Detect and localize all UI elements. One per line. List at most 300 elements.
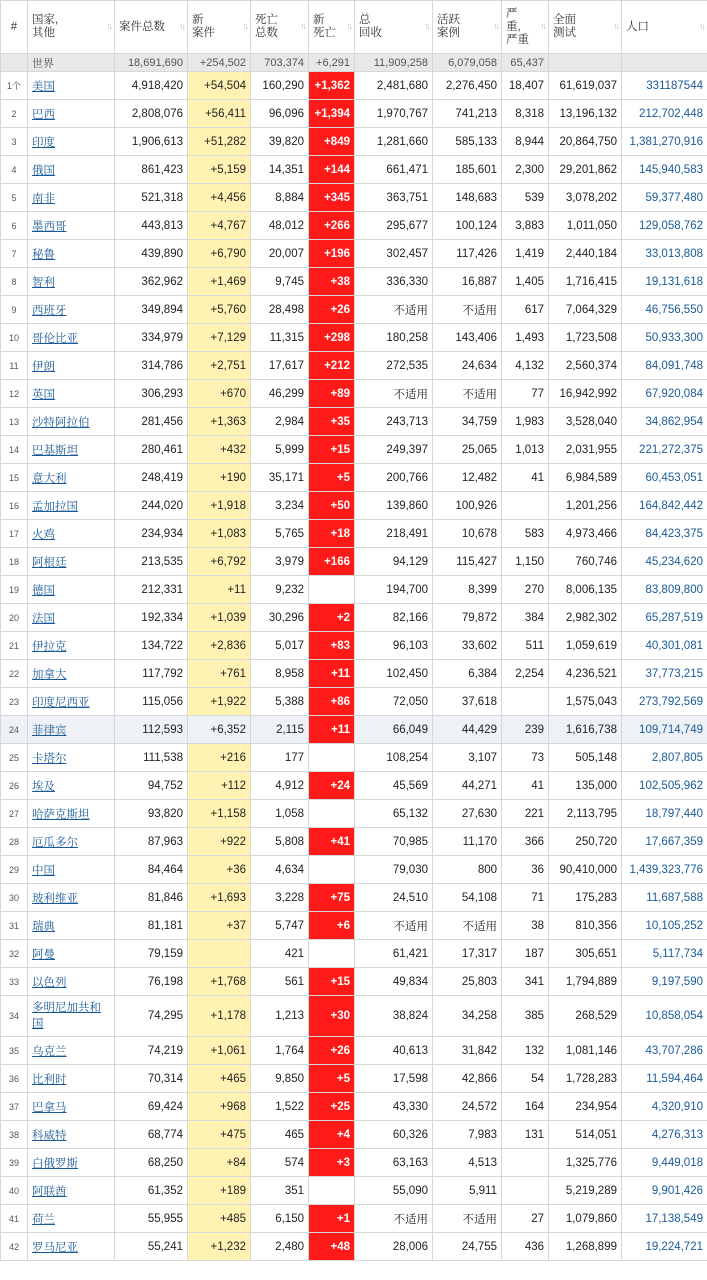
active-cases-cell: 24,634 <box>433 352 502 380</box>
country-link[interactable]: 孟加拉国 <box>32 500 78 513</box>
total-deaths-cell: 20,007 <box>251 240 309 268</box>
new-deaths-cell: +75 <box>309 884 355 912</box>
population-cell: 83,809,800 <box>622 576 707 604</box>
country-link[interactable]: 巴拿马 <box>32 1101 67 1114</box>
total-deaths-cell: 3,979 <box>251 548 309 576</box>
recovered-cell: 94,129 <box>355 548 433 576</box>
country-link[interactable]: 巴西 <box>32 108 55 121</box>
total-cases-cell: 521,318 <box>115 184 188 212</box>
active-cases-cell: 12,482 <box>433 464 502 492</box>
row-index: 42 <box>1 1233 28 1261</box>
total-tests-cell: 234,954 <box>549 1093 622 1121</box>
population-cell: 84,091,748 <box>622 352 707 380</box>
new-cases-cell: +1,158 <box>188 800 251 828</box>
total-cases-cell: 70,314 <box>115 1065 188 1093</box>
total-cases-cell: 280,461 <box>115 436 188 464</box>
header-label: 死亡 总数 <box>255 14 278 39</box>
row-index: 31 <box>1 912 28 940</box>
total-tests-cell: 1,011,050 <box>549 212 622 240</box>
header-col-new-cases[interactable] <box>188 1 251 54</box>
active-cases-cell: 24,572 <box>433 1093 502 1121</box>
country-cell <box>28 1065 115 1093</box>
total-cases-cell: 94,752 <box>115 772 188 800</box>
population-cell: 164,842,442 <box>622 492 707 520</box>
country-link[interactable]: 荷兰 <box>32 1213 55 1226</box>
table-row <box>1 324 707 352</box>
row-index: 14 <box>1 436 28 464</box>
serious-critical-cell: 341 <box>502 968 549 996</box>
country-link[interactable]: 乌克兰 <box>32 1045 67 1058</box>
serious-critical-cell: 18,407 <box>502 72 549 100</box>
table-row <box>1 800 707 828</box>
country-cell <box>28 436 115 464</box>
row-index: 33 <box>1 968 28 996</box>
recovered-cell: 302,457 <box>355 240 433 268</box>
header-col-active-cases[interactable] <box>433 1 502 54</box>
country-link[interactable]: 阿联酋 <box>32 1185 67 1198</box>
population-cell: 45,234,620 <box>622 548 707 576</box>
sort-arrows-icon[interactable]: ↑↓ <box>106 21 111 31</box>
total-deaths-cell: 8,958 <box>251 660 309 688</box>
new-cases-cell: +432 <box>188 436 251 464</box>
population-cell: 46,756,550 <box>622 296 707 324</box>
country-cell <box>28 184 115 212</box>
total-deaths-cell: 1,058 <box>251 800 309 828</box>
sort-arrows-icon[interactable]: ↑↓ <box>179 21 184 31</box>
new-cases-cell: +189 <box>188 1177 251 1205</box>
new-cases-cell: +465 <box>188 1065 251 1093</box>
country-link[interactable]: 哥伦比亚 <box>32 332 78 345</box>
world-active: 6,079,058 <box>433 54 502 72</box>
new-deaths-cell <box>309 856 355 884</box>
sort-arrows-icon[interactable]: ↑↓ <box>242 21 247 31</box>
serious-critical-cell: 77 <box>502 380 549 408</box>
active-cases-cell: 79,872 <box>433 604 502 632</box>
recovered-cell: 295,677 <box>355 212 433 240</box>
new-deaths-cell: +3 <box>309 1149 355 1177</box>
total-tests-cell: 2,440,184 <box>549 240 622 268</box>
population-cell: 40,301,081 <box>622 632 707 660</box>
country-cell <box>28 1233 115 1261</box>
total-tests-cell: 1,079,860 <box>549 1205 622 1233</box>
country-link[interactable]: 伊拉克 <box>32 640 67 653</box>
new-deaths-cell: +15 <box>309 968 355 996</box>
total-cases-cell: 248,419 <box>115 464 188 492</box>
world-tests <box>549 54 622 72</box>
total-deaths-cell: 4,912 <box>251 772 309 800</box>
serious-critical-cell: 511 <box>502 632 549 660</box>
table-row <box>1 100 707 128</box>
country-link[interactable]: 阿曼 <box>32 948 55 961</box>
table-row <box>1 660 707 688</box>
active-cases-cell: 11,170 <box>433 828 502 856</box>
new-deaths-cell: +196 <box>309 240 355 268</box>
new-deaths-cell: +1 <box>309 1205 355 1233</box>
serious-critical-cell: 164 <box>502 1093 549 1121</box>
population-cell: 1,381,270,916 <box>622 128 707 156</box>
recovered-cell: 不适用 <box>355 380 433 408</box>
world-new-cases: +254,502 <box>188 54 251 72</box>
total-cases-cell: 192,334 <box>115 604 188 632</box>
sort-arrows-icon[interactable]: ↑↓ <box>540 21 545 31</box>
header-label: 人口 <box>626 20 649 33</box>
country-cell <box>28 352 115 380</box>
total-deaths-cell: 3,234 <box>251 492 309 520</box>
recovered-cell: 218,491 <box>355 520 433 548</box>
row-index: 35 <box>1 1037 28 1065</box>
active-cases-cell: 800 <box>433 856 502 884</box>
new-cases-cell: +190 <box>188 464 251 492</box>
header-col-new-deaths[interactable] <box>309 1 355 54</box>
recovered-cell: 363,751 <box>355 184 433 212</box>
serious-critical-cell: 1,419 <box>502 240 549 268</box>
sort-arrows-icon[interactable]: ↑↓ <box>300 21 305 31</box>
new-deaths-cell: +83 <box>309 632 355 660</box>
new-cases-cell: +1,178 <box>188 996 251 1037</box>
country-cell <box>28 828 115 856</box>
country-link[interactable]: 南非 <box>32 192 55 205</box>
total-deaths-cell: 48,012 <box>251 212 309 240</box>
new-cases-cell: +475 <box>188 1121 251 1149</box>
active-cases-cell: 42,866 <box>433 1065 502 1093</box>
recovered-cell: 不适用 <box>355 296 433 324</box>
header-label: 新 案件 <box>192 14 215 39</box>
header-label: 全面 测试 <box>553 14 576 39</box>
country-link[interactable]: 法国 <box>32 612 55 625</box>
world-recovered: 11,909,258 <box>355 54 433 72</box>
active-cases-cell: 117,426 <box>433 240 502 268</box>
new-cases-cell: +4,456 <box>188 184 251 212</box>
total-tests-cell: 514,051 <box>549 1121 622 1149</box>
header-col-total-recovered[interactable] <box>355 1 433 54</box>
sort-arrows-icon[interactable]: ↑↓ <box>493 21 498 31</box>
active-cases-cell: 100,124 <box>433 212 502 240</box>
country-link[interactable]: 印度尼西亚 <box>32 696 90 709</box>
total-deaths-cell: 8,884 <box>251 184 309 212</box>
country-cell <box>28 240 115 268</box>
country-link[interactable]: 多明尼加共和国 <box>32 1002 101 1030</box>
row-index: 30 <box>1 884 28 912</box>
new-deaths-cell: +89 <box>309 380 355 408</box>
total-tests-cell: 5,219,289 <box>549 1177 622 1205</box>
new-deaths-cell: +25 <box>309 1093 355 1121</box>
table-row <box>1 436 707 464</box>
country-link[interactable]: 火鸡 <box>32 528 55 541</box>
country-link[interactable]: 西班牙 <box>32 304 67 317</box>
new-deaths-cell: +18 <box>309 520 355 548</box>
new-cases-cell: +5,159 <box>188 156 251 184</box>
row-index: 2 <box>1 100 28 128</box>
total-deaths-cell: 35,171 <box>251 464 309 492</box>
new-cases-cell: +1,918 <box>188 492 251 520</box>
total-cases-cell: 55,241 <box>115 1233 188 1261</box>
serious-critical-cell: 54 <box>502 1065 549 1093</box>
recovered-cell: 66,049 <box>355 716 433 744</box>
country-link[interactable]: 厄瓜多尔 <box>32 836 78 849</box>
row-index: 32 <box>1 940 28 968</box>
population-cell: 19,224,721 <box>622 1233 707 1261</box>
row-index: 25 <box>1 744 28 772</box>
active-cases-cell: 741,213 <box>433 100 502 128</box>
population-cell: 129,058,762 <box>622 212 707 240</box>
header-col-serious-critical[interactable] <box>502 1 549 54</box>
new-cases-cell: +922 <box>188 828 251 856</box>
row-index: 40 <box>1 1177 28 1205</box>
row-index: 38 <box>1 1121 28 1149</box>
country-link[interactable]: 白俄罗斯 <box>32 1157 78 1170</box>
total-tests-cell: 1,575,043 <box>549 688 622 716</box>
header-col-total-deaths[interactable] <box>251 1 309 54</box>
row-index: 10 <box>1 324 28 352</box>
table-row <box>1 128 707 156</box>
total-deaths-cell: 1,764 <box>251 1037 309 1065</box>
table-row <box>1 296 707 324</box>
total-cases-cell: 69,424 <box>115 1093 188 1121</box>
total-cases-cell: 115,056 <box>115 688 188 716</box>
active-cases-cell: 27,630 <box>433 800 502 828</box>
total-tests-cell: 2,982,302 <box>549 604 622 632</box>
total-deaths-cell: 465 <box>251 1121 309 1149</box>
country-link[interactable]: 意大利 <box>32 472 67 485</box>
country-link[interactable]: 墨西哥 <box>32 220 67 233</box>
world-total: 18,691,690 <box>115 54 188 72</box>
country-link[interactable]: 瑞典 <box>32 920 55 933</box>
country-link[interactable]: 加拿大 <box>32 668 67 681</box>
country-link[interactable]: 伊朗 <box>32 360 55 373</box>
total-tests-cell: 6,984,589 <box>549 464 622 492</box>
total-tests-cell: 3,078,202 <box>549 184 622 212</box>
total-deaths-cell: 2,115 <box>251 716 309 744</box>
total-cases-cell: 84,464 <box>115 856 188 884</box>
total-deaths-cell: 9,850 <box>251 1065 309 1093</box>
country-cell <box>28 632 115 660</box>
new-deaths-cell: +266 <box>309 212 355 240</box>
new-deaths-cell: +86 <box>309 688 355 716</box>
total-cases-cell: 234,934 <box>115 520 188 548</box>
population-cell: 18,797,440 <box>622 800 707 828</box>
total-deaths-cell: 5,808 <box>251 828 309 856</box>
country-link[interactable]: 美国 <box>32 80 55 93</box>
country-cell <box>28 912 115 940</box>
total-cases-cell: 281,456 <box>115 408 188 436</box>
sort-arrows-icon[interactable]: ↑↓ <box>699 21 704 31</box>
row-index: 9 <box>1 296 28 324</box>
total-tests-cell: 1,723,508 <box>549 324 622 352</box>
country-cell <box>28 968 115 996</box>
total-deaths-cell: 17,617 <box>251 352 309 380</box>
table-row <box>1 1233 707 1261</box>
total-tests-cell: 90,410,000 <box>549 856 622 884</box>
active-cases-cell: 不适用 <box>433 1205 502 1233</box>
new-deaths-cell: +2 <box>309 604 355 632</box>
new-cases-cell: +2,751 <box>188 352 251 380</box>
total-deaths-cell: 421 <box>251 940 309 968</box>
recovered-cell: 70,985 <box>355 828 433 856</box>
row-index: 21 <box>1 632 28 660</box>
row-index: 6 <box>1 212 28 240</box>
active-cases-cell: 6,384 <box>433 660 502 688</box>
total-tests-cell: 16,942,992 <box>549 380 622 408</box>
total-tests-cell: 1,059,619 <box>549 632 622 660</box>
total-tests-cell: 505,148 <box>549 744 622 772</box>
serious-critical-cell: 436 <box>502 1233 549 1261</box>
population-cell: 10,858,054 <box>622 996 707 1037</box>
recovered-cell: 1,281,660 <box>355 128 433 156</box>
total-cases-cell: 68,250 <box>115 1149 188 1177</box>
header-col-total-cases[interactable] <box>115 1 188 54</box>
population-cell: 1,439,323,776 <box>622 856 707 884</box>
total-cases-cell: 213,535 <box>115 548 188 576</box>
country-link[interactable]: 智利 <box>32 276 55 289</box>
country-cell <box>28 492 115 520</box>
population-cell: 67,920,084 <box>622 380 707 408</box>
country-link[interactable]: 巴基斯坦 <box>32 444 78 457</box>
country-link[interactable]: 英国 <box>32 388 55 401</box>
active-cases-cell: 34,759 <box>433 408 502 436</box>
serious-critical-cell: 41 <box>502 772 549 800</box>
total-tests-cell: 4,236,521 <box>549 660 622 688</box>
active-cases-cell: 5,911 <box>433 1177 502 1205</box>
country-link[interactable]: 印度 <box>32 136 55 149</box>
country-link[interactable]: 以色列 <box>32 976 67 989</box>
header-col-population[interactable] <box>622 1 707 54</box>
total-deaths-cell: 5,999 <box>251 436 309 464</box>
recovered-cell: 96,103 <box>355 632 433 660</box>
table-row <box>1 688 707 716</box>
active-cases-cell: 34,258 <box>433 996 502 1037</box>
active-cases-cell: 585,133 <box>433 128 502 156</box>
total-tests-cell: 1,268,899 <box>549 1233 622 1261</box>
population-cell: 19,131,618 <box>622 268 707 296</box>
country-cell <box>28 856 115 884</box>
new-deaths-cell: +5 <box>309 1065 355 1093</box>
total-cases-cell: 334,979 <box>115 324 188 352</box>
serious-critical-cell <box>502 1149 549 1177</box>
total-tests-cell: 1,716,415 <box>549 268 622 296</box>
country-link[interactable]: 菲律宾 <box>32 724 67 737</box>
country-link[interactable]: 卡塔尔 <box>32 752 67 765</box>
country-link[interactable]: 比利时 <box>32 1073 67 1086</box>
serious-critical-cell: 1,983 <box>502 408 549 436</box>
total-deaths-cell: 39,820 <box>251 128 309 156</box>
serious-critical-cell: 8,318 <box>502 100 549 128</box>
serious-critical-cell: 131 <box>502 1121 549 1149</box>
table-row <box>1 912 707 940</box>
new-deaths-cell: +5 <box>309 464 355 492</box>
sort-arrows-icon[interactable]: ↑↓ <box>424 21 429 31</box>
population-cell: 17,667,359 <box>622 828 707 856</box>
recovered-cell: 661,471 <box>355 156 433 184</box>
population-cell: 145,940,583 <box>622 156 707 184</box>
total-cases-cell: 79,159 <box>115 940 188 968</box>
population-cell: 11,594,464 <box>622 1065 707 1093</box>
serious-critical-cell: 2,300 <box>502 156 549 184</box>
total-deaths-cell: 14,351 <box>251 156 309 184</box>
table-row <box>1 380 707 408</box>
country-link[interactable]: 沙特阿拉伯 <box>32 416 90 429</box>
country-link[interactable]: 阿根廷 <box>32 556 67 569</box>
serious-critical-cell: 73 <box>502 744 549 772</box>
active-cases-cell: 148,683 <box>433 184 502 212</box>
table-row <box>1 576 707 604</box>
country-link[interactable]: 秘鲁 <box>32 248 55 261</box>
total-deaths-cell: 2,984 <box>251 408 309 436</box>
country-cell <box>28 100 115 128</box>
serious-critical-cell: 1,493 <box>502 324 549 352</box>
active-cases-cell: 17,317 <box>433 940 502 968</box>
new-cases-cell: +968 <box>188 1093 251 1121</box>
total-tests-cell: 135,000 <box>549 772 622 800</box>
new-cases-cell: +1,363 <box>188 408 251 436</box>
serious-critical-cell: 3,883 <box>502 212 549 240</box>
total-tests-cell: 1,325,776 <box>549 1149 622 1177</box>
population-cell: 59,377,480 <box>622 184 707 212</box>
serious-critical-cell: 270 <box>502 576 549 604</box>
table-row <box>1 744 707 772</box>
serious-critical-cell <box>502 688 549 716</box>
total-tests-cell: 810,356 <box>549 912 622 940</box>
country-link[interactable]: 德国 <box>32 584 55 597</box>
recovered-cell: 61,421 <box>355 940 433 968</box>
world-row <box>1 54 707 72</box>
world-name: 世界 <box>28 54 115 72</box>
table-row <box>1 996 707 1037</box>
country-link[interactable]: 哈萨克斯坦 <box>32 808 90 821</box>
row-index: 26 <box>1 772 28 800</box>
country-cell <box>28 688 115 716</box>
table-row <box>1 464 707 492</box>
total-cases-cell: 55,955 <box>115 1205 188 1233</box>
new-cases-cell: +54,504 <box>188 72 251 100</box>
new-deaths-cell: +11 <box>309 660 355 688</box>
country-link[interactable]: 罗马尼亚 <box>32 1241 78 1254</box>
table-row <box>1 212 707 240</box>
total-tests-cell: 1,616,738 <box>549 716 622 744</box>
row-index: 3 <box>1 128 28 156</box>
active-cases-cell: 25,065 <box>433 436 502 464</box>
sort-arrows-icon[interactable]: ↑↓ <box>613 21 618 31</box>
population-cell: 109,714,749 <box>622 716 707 744</box>
country-link[interactable]: 玻利维亚 <box>32 892 78 905</box>
recovered-cell: 55,090 <box>355 1177 433 1205</box>
total-cases-cell: 134,722 <box>115 632 188 660</box>
recovered-cell: 336,330 <box>355 268 433 296</box>
header-label: 严 重, 严重 <box>506 7 529 46</box>
total-cases-cell: 306,293 <box>115 380 188 408</box>
row-index: 1个 <box>1 72 28 100</box>
row-index: 23 <box>1 688 28 716</box>
country-link[interactable]: 科威特 <box>32 1129 67 1142</box>
header-col-total-tests[interactable] <box>549 1 622 54</box>
country-link[interactable]: 埃及 <box>32 780 55 793</box>
country-link[interactable]: 俄国 <box>32 164 55 177</box>
recovered-cell: 45,569 <box>355 772 433 800</box>
table-row <box>1 548 707 576</box>
active-cases-cell: 不适用 <box>433 912 502 940</box>
country-cell <box>28 324 115 352</box>
header-col-country[interactable] <box>28 1 115 54</box>
table-row <box>1 1149 707 1177</box>
row-index: 12 <box>1 380 28 408</box>
row-index: 41 <box>1 1205 28 1233</box>
recovered-cell: 200,766 <box>355 464 433 492</box>
recovered-cell: 28,006 <box>355 1233 433 1261</box>
recovered-cell: 43,330 <box>355 1093 433 1121</box>
serious-critical-cell <box>502 492 549 520</box>
country-link[interactable]: 中国 <box>32 864 55 877</box>
sort-arrows-icon[interactable]: ↑↓ <box>346 21 351 31</box>
population-cell: 2,807,805 <box>622 744 707 772</box>
